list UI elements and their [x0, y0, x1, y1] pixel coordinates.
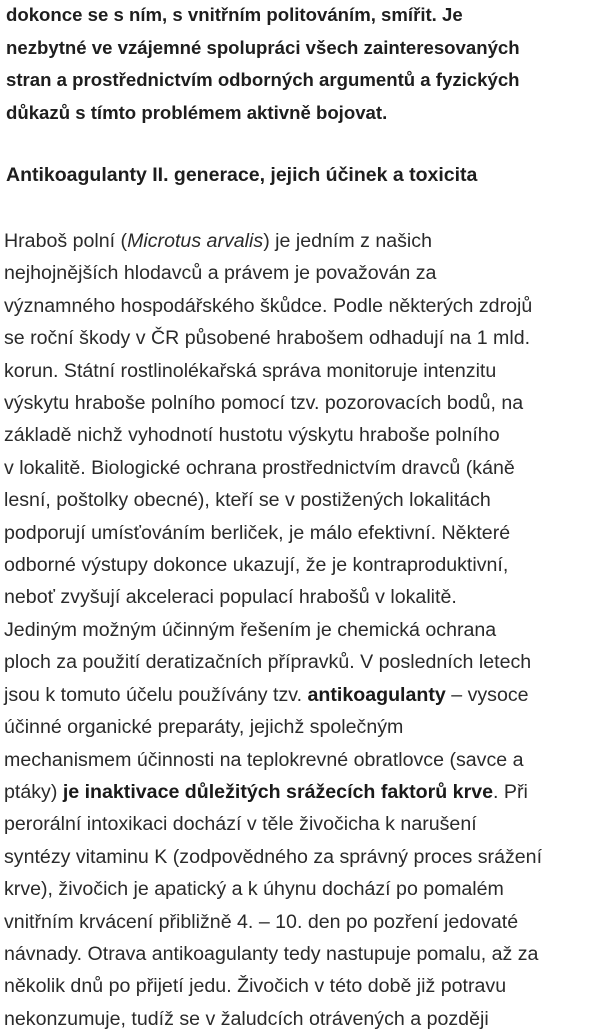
text-line: základě nichž vyhodnotí hustotu výskytu hraboše polního	[4, 424, 500, 447]
text-line: se roční škody v ČR působené hrabošem odhadují na 1 mld.	[4, 327, 531, 350]
text-run: Hraboš polní (	[4, 230, 128, 252]
text-line: mechanismem účinnosti na teplokrevné obratlovce (savce a	[4, 748, 524, 771]
text-run: – vysoce	[445, 683, 529, 706]
text-line: v lokalitě. Biologické ochrana prostřednictvím dravců (káně	[4, 456, 515, 479]
text-line	[4, 679, 542, 711]
text-line: perorální intoxikaci dochází v těle živočicha k narušení	[4, 813, 477, 836]
text-line: krve), živočich je apatický a k úhynu dochází po pomalém	[4, 878, 504, 901]
text-run: ) je jedním z našich	[263, 230, 432, 252]
text-line: nejhojnějších hlodavců a právem je považován za	[4, 262, 437, 285]
text-line	[4, 776, 542, 808]
text-line: neboť zvyšují akceleraci populací hrabošů v lokalitě.	[4, 586, 457, 609]
bold-emphasis: je inaktivace důležitých srážecích faktorů krve	[62, 780, 493, 803]
bold-term: antikoagulanty	[307, 683, 446, 706]
text-line: lesní, poštolky obecné), kteří se v postižených lokalitách	[4, 489, 491, 512]
text-line: nezbytné ve vzájemné spolupráci všech zainteresovaných	[6, 36, 520, 58]
text-line: korun. Státní rostlinolékařská správa monitoruje intenzitu	[4, 359, 497, 382]
article-body	[4, 0, 609, 1030]
bold-intro-paragraph	[6, 0, 609, 129]
text-run: ptáky)	[4, 780, 63, 803]
text-line: několik dnů po přijetí jedu. Živočich v této době již potravu	[4, 975, 507, 998]
text-line: podporují umísťováním berliček, je málo efektivní. Některé	[4, 521, 511, 544]
text-line: vnitřním krvácení přibližně 4. – 10. den po pozření jedovaté	[4, 910, 519, 933]
text-line: nekonzumuje, tudíž se v žaludcích otrávených a později	[4, 1007, 489, 1030]
text-run: jsou k tomuto účelu používány tzv.	[4, 683, 308, 706]
section-heading: Antikoagulanty II. generace, jejich účinek a toxicita	[6, 164, 478, 186]
text-line: syntézy vitaminu K (zodpovědného za správný proces srážení	[4, 845, 543, 868]
text-line: Jediným možným účinným řešením je chemická ochrana	[4, 618, 497, 641]
text-line	[4, 225, 542, 257]
species-name-italic: Microtus arvalis	[127, 230, 264, 252]
text-line: dokonce se s ním, s vnitřním politováním, smířit. Je	[6, 4, 463, 25]
text-line: stran a prostřednictvím odborných argumentů a fyzických	[6, 69, 520, 90]
text-line: odborné výstupy dokonce ukazují, že je kontraproduktivní,	[4, 554, 509, 577]
text-run: . Při	[493, 780, 528, 803]
text-line: účinné organické preparáty, jejichž společným	[4, 716, 404, 739]
text-line: ploch za použití deratizačních přípravků. V posledních letech	[4, 651, 532, 674]
text-line: důkazů s tímto problémem aktivně bojovat.	[6, 101, 388, 123]
text-line: návnady. Otrava antikoagulanty tedy nastupuje pomalu, až za	[4, 942, 539, 965]
text-line: významného hospodářského škůdce. Podle některých zdrojů	[4, 294, 533, 317]
text-line: výskytu hraboše polního pomocí tzv. pozorovacích bodů, na	[4, 392, 524, 415]
body-paragraph	[4, 225, 542, 1035]
